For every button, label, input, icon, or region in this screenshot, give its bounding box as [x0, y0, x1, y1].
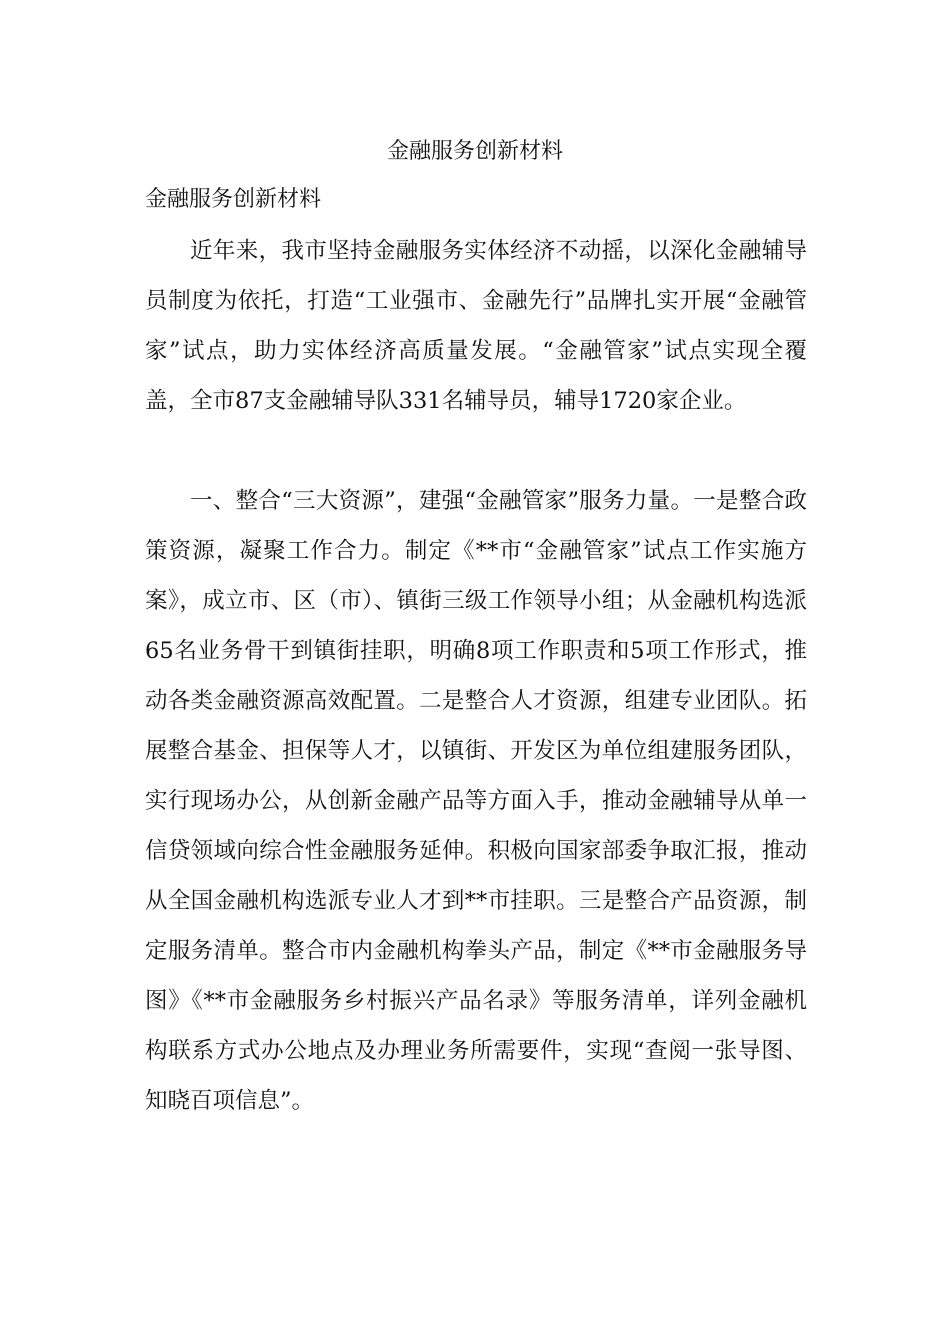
section-heading: 金融服务创新材料 — [145, 187, 322, 212]
page-title: 金融服务创新材料 — [386, 139, 563, 164]
intro-paragraph: 近年来，我市坚持金融服务实体经济不动摇，以深化金融辅导员制度为依托，打造“工业强市、金融先行”品牌扎实开展“金融管家”试点，助力实体经济高质量发展。“金融管家”试点实现全覆盖，全市87支金融辅导队331名辅导员，辅导1720家企业。 — [145, 238, 807, 414]
section-one-paragraph: 一、整合“三大资源”，建强“金融管家”服务力量。一是整合政策资源，凝聚工作合力。制定《**市“金融管家”试点工作实施方案》，成立市、区（市）、镇街三级工作领导小组；从金融机构选派65名业务骨干到镇街挂职，明确8项工作职责和5项工作形式，推动各类金融资源高效配置。二是整合人才资源，组建专业团队。拓展整合基金、担保等人才，以镇街、开发区为单位组建服务团队，实行现场办公，从创新金融产品等方面入手，推动金融辅导从单一信贷领域向综合性金融服务延伸。积极向国家部委争取汇报，推动从全国金融机构选派专业人才到**市挂职。三是整合产品资源，制定服务清单。整合市内金融机构拳头产品，制定《**市金融服务导图》《**市金融服务乡村振兴产品名录》等服务清单，详列金融机构联系方式办公地点及办理业务所需要件，实现“查阅一张导图、知晓百项信息”。 — [145, 488, 807, 1114]
